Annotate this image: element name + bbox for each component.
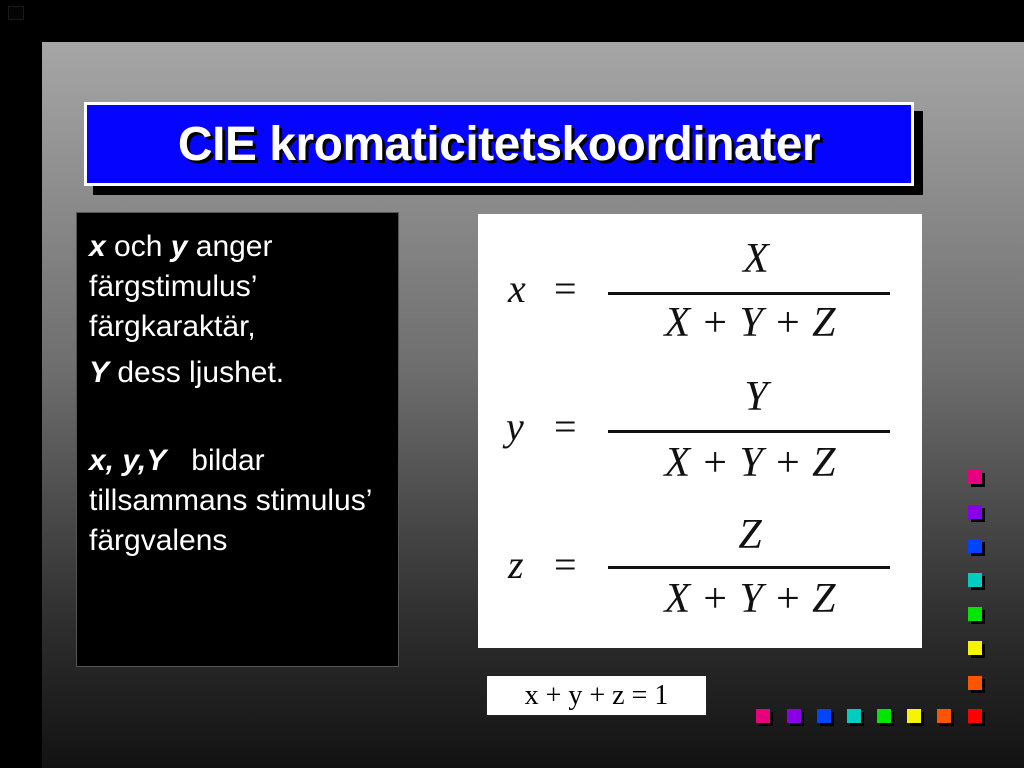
word-och: och <box>105 230 171 263</box>
sum-equation-box <box>486 675 707 716</box>
var-x: x <box>89 230 106 263</box>
formula-z-numerator: Z <box>738 512 762 558</box>
decor-square-v-7 <box>968 676 982 690</box>
formula-z <box>507 512 890 622</box>
paragraph-2 <box>89 353 388 393</box>
corner-mark <box>8 6 24 20</box>
formula-z-lhs: z <box>508 542 524 587</box>
var-Y: Y <box>89 356 110 389</box>
paragraph-2-dot: . <box>275 356 285 389</box>
formula-z-denominator: X + Y + Z <box>664 576 836 622</box>
decor-square-v-6 <box>968 641 982 655</box>
paragraph-1-rest: anger färgstimulus’ färgkaraktär, <box>89 230 273 343</box>
description-box <box>76 212 399 667</box>
decor-square-v-2 <box>968 505 982 519</box>
decor-square-h-1 <box>756 709 770 723</box>
formula-x-fraction-bar <box>608 292 890 295</box>
formula-x-eq: = <box>554 266 577 311</box>
decor-square-h-4 <box>847 709 861 723</box>
formula-z-fraction-bar <box>608 566 890 569</box>
formula-y-fraction-bar <box>608 430 890 433</box>
var-y: y <box>170 230 188 263</box>
decor-square-v-4 <box>968 573 982 587</box>
formula-panel <box>478 214 922 648</box>
formula-y-eq: = <box>554 404 577 449</box>
decor-square-v-8 <box>968 709 982 723</box>
paragraph-1 <box>89 227 388 347</box>
paragraph-2-rest: dess ljushet <box>109 356 276 389</box>
paragraph-3 <box>89 441 388 561</box>
decor-square-v-1 <box>968 470 982 484</box>
formula-x-numerator: X <box>743 236 769 282</box>
decor-square-h-7 <box>937 709 951 723</box>
formula-x-lhs: x <box>508 266 526 311</box>
decor-square-h-3 <box>817 709 831 723</box>
decor-square-h-5 <box>877 709 891 723</box>
decor-square-v-5 <box>968 607 982 621</box>
formula-x <box>507 236 890 346</box>
formula-svg <box>478 214 922 648</box>
formula-y-lhs: y <box>506 404 524 449</box>
decor-square-h-6 <box>907 709 921 723</box>
formula-y-denominator: X + Y + Z <box>664 440 836 486</box>
paragraph-3-rest: bildar tillsammans stimulus’ färgvalens <box>89 444 380 557</box>
vars-xyY: x, y,Y <box>89 444 167 477</box>
formula-y-numerator: Y <box>744 374 768 420</box>
page-title: CIE kromaticitetskoordinater <box>177 117 821 171</box>
formula-x-denominator: X + Y + Z <box>664 300 836 346</box>
formula-z-eq: = <box>554 542 577 587</box>
title-box <box>84 102 914 186</box>
sum-equation: x + y + z = 1 <box>524 679 669 711</box>
decor-square-v-3 <box>968 539 982 553</box>
decor-square-h-2 <box>787 709 801 723</box>
formula-y <box>502 374 890 486</box>
